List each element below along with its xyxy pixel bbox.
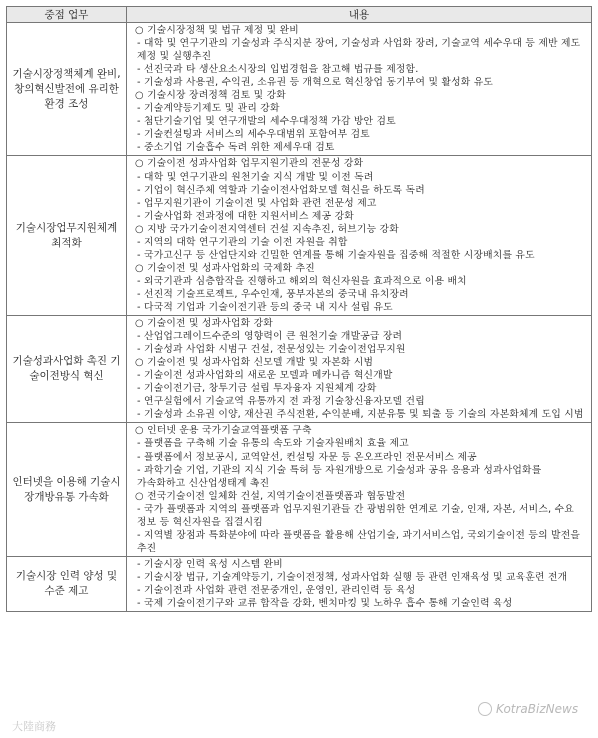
content-item: - 기술계약등기제도 및 관리 강화	[137, 103, 280, 115]
content-heading: ○ 기술시장 장려정책 검토 및 강화	[135, 90, 286, 102]
table-header-row	[7, 7, 592, 23]
watermark-right	[478, 702, 578, 716]
row-content	[127, 23, 592, 156]
content-heading: ○ 지방 국가기술이전지역센터 건설 지속추진, 허브기능 강화	[135, 223, 399, 235]
content-item: - 지역의 대학 연구기관의 기술 이전 자원을 취합	[137, 236, 348, 248]
content-item: - 국가 플랫폼과 지역의 플랫폼과 업무지원기관들 간 광범위한 연계로 기술, 인재, 자본, 서비스, 수요 정보 등 혁신자원을 집결시킴	[137, 503, 574, 528]
row-category: 기술시장업무지원체계 최적화	[7, 156, 127, 316]
content-item: - 기업이 혁신주체 역할과 기술이전사업화모델 혁신을 하도록 독려	[137, 184, 425, 196]
row-category: 인터넷을 이용해 기술시장개방유통 가속화	[7, 423, 127, 556]
content-item: - 기술이전 성과사업화의 새로운 모델과 메카니즘 혁신개발	[137, 370, 393, 382]
content-heading: ○ 기술이전 성과사업화 업무지원기관의 전문성 강화	[135, 158, 364, 170]
content-item: - 국제 기술이전기구와 교류 합작을 강화, 벤치마킹 및 노하우 흡수 통해 기술인력 육성	[137, 598, 513, 610]
content-item: - 플랫폼을 구축해 기술 유통의 속도와 기술자원배치 효율 제고	[137, 438, 409, 450]
content-item: - 기술성과 사용권, 수익권, 소유권 등 개혁으로 혁신창업 동기부여 및 활성화 유도	[137, 77, 494, 89]
header-content: 내용	[127, 7, 592, 23]
row-content	[127, 556, 592, 611]
content-item: - 중소기업 기술흡수 독려 위한 제세우대 검토	[137, 142, 335, 154]
row-category: 기술시장정책체계 완비, 창의혁신발전에 유리한 환경 조성	[7, 23, 127, 156]
content-heading: ○ 기술이전 및 성과사업화의 국제화 추진	[135, 262, 315, 274]
content-heading: ○ 기술이전 및 성과사업화 신모델 개발 및 자본화 시범	[135, 357, 374, 369]
row-category: 기술시장 인력 양성 및 수준 제고	[7, 556, 127, 611]
header-key-task: 중점 업무	[7, 7, 127, 23]
content-item: - 기술이전기금, 창투기금 설립 투자융자 지원체계 강화	[137, 383, 377, 395]
content-item: - 대학 및 연구기관의 원천기술 지식 개발 및 이전 독려	[137, 171, 374, 183]
table-row	[7, 23, 592, 156]
content-item: - 플랫폼에서 정보공시, 교역알선, 컨설팅 자문 등 온오프라인 전문서비스 제공	[137, 451, 477, 463]
content-heading: ○ 인터넷 운용 국가기술교역플랫폼 구축	[135, 425, 312, 437]
content-item: - 연구실험에서 기술교역 유통까지 전 과정 기술창신융자모델 건립	[137, 396, 425, 408]
content-heading: ○ 기술이전 및 성과사업화 강화	[135, 318, 273, 330]
brand-circle-icon	[478, 702, 492, 716]
task-table	[6, 6, 592, 612]
content-item: - 외국기관과 심층합작을 진행하고 해외의 혁신자원을 효과적으로 이용 배치	[137, 275, 467, 287]
row-content	[127, 316, 592, 423]
content-item: - 기술사업화 전과정에 대한 지원서비스 제공 강화	[137, 210, 354, 222]
content-heading: ○ 전국기술이전 일체화 건설, 지역기술이전플랫폼과 협동발전	[135, 490, 406, 502]
row-category: 기술성과사업화 촉진 기술이전방식 혁신	[7, 316, 127, 423]
content-item: - 기술성과 사업화 시범구 건설, 전문성있는 기술이전업무지원	[137, 344, 406, 356]
content-item: - 산업업그레이드수준의 영향력이 큰 원천기술 개발공급 장려	[137, 331, 403, 343]
table-row	[7, 156, 592, 316]
content-item: - 첨단기술기업 및 연구개발의 세수우대정책 가감 방안 검토	[137, 116, 396, 128]
row-content	[127, 423, 592, 556]
content-item: - 기술이전과 사업화 관련 전문중개인, 운영인, 관리인력 등 육성	[137, 584, 416, 596]
content-item: - 선진적 기술프로젝트, 우수인재, 풍부자본의 중국내 유치장려	[137, 288, 409, 300]
table-row	[7, 423, 592, 556]
table-row	[7, 556, 592, 611]
content-item: - 기술컨설팅과 서비스의 세수우대범위 포함여부 검토	[137, 129, 370, 141]
content-item: - 기술시장 인력 육성 시스템 완비	[137, 558, 283, 570]
watermark-left: 大陸商務	[12, 720, 56, 733]
content-item: - 대학 및 연구기관의 기술성과 주식지분 장여, 기술성과 사업화 장려, 기술교역 세수우대 등 제반 제도 제정 및 실행추진	[137, 38, 581, 63]
table-row	[7, 316, 592, 423]
content-item: - 다국적 기업과 기술이전기관 등의 중국 내 지사 설립 유도	[137, 301, 393, 313]
content-item: - 업무지원기관이 기술이전 및 사업화 관련 전문성 제고	[137, 197, 377, 209]
content-item: - 지역별 장점과 특화분야에 따라 플랫폼을 활용해 산업기술, 과기서비스업, 국외기술이전 등의 발전을 추진	[137, 529, 581, 554]
content-heading: ○ 기술시장정책 및 법규 제정 및 완비	[135, 25, 299, 36]
row-content	[127, 156, 592, 316]
content-item: - 기술시장 법규, 기술계약등기, 기술이전정책, 성과사업화 실행 등 관련 인재육성 및 교육훈련 전개	[137, 571, 568, 583]
content-item: - 과학기술 기업, 기관의 지식 기술 특허 등 자원개방으로 기술성과 공유 응용과 성과사업화를 가속화하고 신산업생태계 촉진	[137, 464, 542, 489]
content-item: - 국가고신구 등 산업단지와 긴밀한 연계를 통해 기술자원을 집중해 적절한 시장배치를 유도	[137, 249, 535, 261]
content-item: - 기술성과 소유권 이양, 재산권 주식전환, 수익분배, 지분유통 및 퇴출 등 기술의 자본화체계 도입 시범	[137, 409, 584, 421]
content-item: - 선진국과 타 생산요소시장의 입법경험을 참고해 법규를 제정함.	[137, 64, 419, 76]
watermark-right-text: KotraBizNews	[496, 702, 579, 716]
